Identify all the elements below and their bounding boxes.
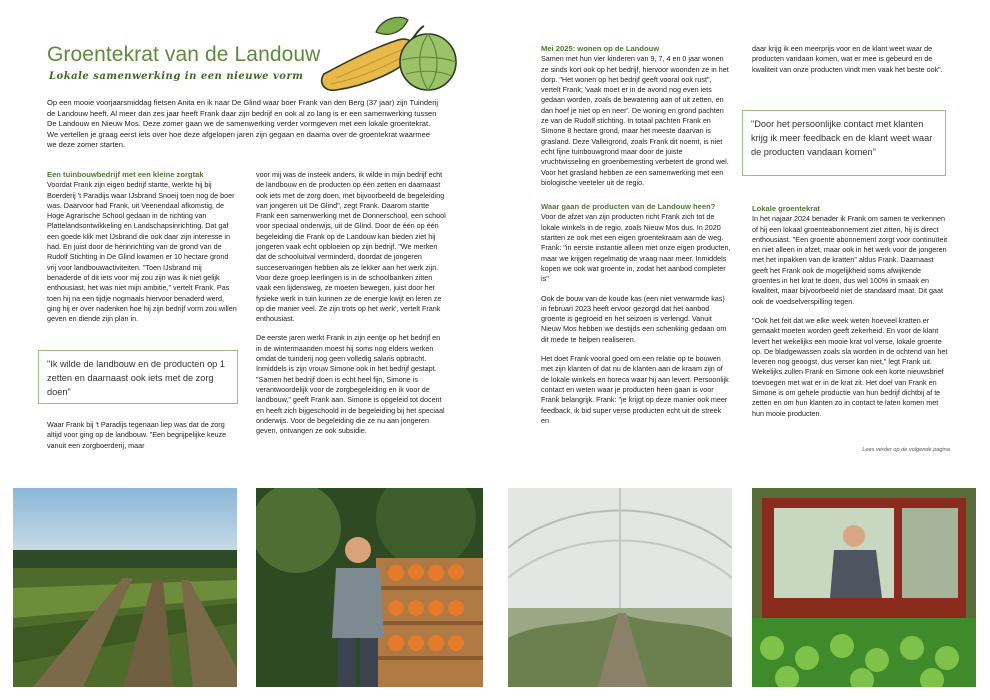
section-heading: Lokale groentekrat [752,204,820,213]
paragraph: In het najaar 2024 benader ik Frank om samen te verkennen of hij een lokaal groenteabonnement ziet zitten, hij is direct enthousiast. "Een groente abonnement zorgt voor continuïteit en niet alleen in afzet, maar ook in het werk voor de jongeren met het inpakken van de kratten" aldus Frank. Daarnaast geeft het Frank ook de mogelijkheid soms afwijkende groentes in het krat te doen, dus wel 100% in smaak en kwaliteit, maar bijvoorbeeld niet de standaard maat. Dit gaat ook de voedselverspilling tegen. [752,214,948,306]
column-1 [47,170,237,333]
paragraph: voor mij was de insteek anders, ik wilde in mijn bedrijf echt de landbouw en de producten op één zetten en daarnaast ook iets met de zorg doen, met bijvoorbeeld de begeleiding van jongeren uit De Glind", zegt Frank. Daarom startte Frank een samenwerking met de Donnerschool, een school voor speciaal onderwijs, uit de Glind. Door de één op één begeleiding die Frank op de Landouw kan bieden ziet hij jongeren vaak echt opbloeien op zijn bedrijf. "We merken dat de schooluitval verminderd, doordat de jongeren succeservaringen hebben als ze lekker aan het werk zijn. Voor deze groep leerlingen is in de schoolbanken zitten vaak een lijdensweg, ze moeten bewegen, juist door het fysieke werk in tuin kunnen ze de energie kwijt en leren ze op die manier veel. Ze zijn trots op het werk', vertelt Frank enthousiast. [256,170,446,324]
greenhouse-photo [508,488,732,687]
paragraph: "Ook het feit dat we elke week weten hoeveel kratten er gemaakt moeten worden geeft zekerheid. En voor de klant levert het wekelijks een mooie krat vol verse, lokale groente op. De bladgewassen zoals sla worden in de ochtend van het leveren nog geoogst, dus verser kan niet," legt Frank uit. Wekelijks zullen Frank en Simone ook een korte nieuwsbrief toevoegen met wat er in de krat zit. Het doel van Frank en Simone is om gehele productie van hun bedrijf dichtbij af te zetten en om hun klanten zo in contact te laten komen met hun mooie producten. [752,315,948,418]
paragraph: Ook de bouw van de koude kas (een niet verwarmde kas) in februari 2023 heeft ervoor gezorgd dat het aanbod groente is gegroeid en het seizoen is verlengd. Vanuit Nieuw Mos hebben we destijds een schenking gedaan om dit mede te helpen realiseren. [541,293,727,344]
intro-paragraph: Op een mooie voorjaarsmiddag fietsen Anita en ik naar De Glind waar boer Frank van den Berg (37 jaar) zijn Tuinderij de Landouw heeft. Al meer dan zes jaar heeft Frank daar zijn bedrijf en ook al zo lang is er een samenwerking tussen De Landouw en Nieuw Mos. Deze zomer gaan we de samenwerking verder vormgeven met een lokale groentekrat. We vertellen je graag eerst iets over hoe deze afgelopen jaren zijn gegaan en daarna over de groentekrat waarmee we deze zomer starten. [47,98,439,150]
vegetable-illustration [316,12,466,102]
paragraph: Samen met hun vier kinderen van 9, 7, 4 en 0 jaar wonen ze sinds kort ook op het bedrijf, hiervoor woonden ze in het dorp. "Het wonen op het bedrijf geeft vooral ook rust", vertelt Frank; 'vaak moet er in de avond nog even iets gedaan worden, zoals de bewatering aan of uit zetten, en dan hoef je niet op en neer'. De woning en grond pachten ze van de Rudolf stichting. In totaal pachten Frank en Simone 8 hectare grond, maar het meeste daarvan is grasland. Deze Valleigrond, zoals Frank dit noemt, is niet echt fijne tuinbouwgrond maar door de juiste vruchtwisseling en groenbemesting verbetert de grond wel. Voor het grasland hebben ze een samenwerking met een biologische veeteler uit de regio. [541,54,729,187]
paragraph: De eerste jaren werkt Frank in zijn eentje op het bedrijf en in de wintermaanden moest hij soms nog elders werken omdat de tuinderij nog geen volledig salaris opbracht. Inmiddels is zijn vrouw Simone ook in het bedrijf gestapt. "Samen het bedrijf doen is echt heel fijn, Simone is verantwoordelijk voor de zorgbegeleiding en ik voor de landbouw," geeft Frank aan. Simone is opgeleid tot docent en heeft zich bijgeschoold in de begeleiding bij het speciaal onderwijs. Voor de begeleiding die ze nu aan jongeren geven, ontvangen ze ook subsidie. [256,333,445,436]
page-subtitle: Lokale samenwerking in een nieuwe vorm [49,71,304,82]
section-heading: Een tuinbouwbedrijf met een kleine zorgtak [47,170,204,179]
section-heading: Mei 2025: wonen op de Landouw [541,44,660,53]
farmer-on-tractor-photo [752,488,976,687]
farmer-with-pumpkin-crates-photo [256,488,483,687]
paragraph: Waar Frank bij 't Paradijs tegenaan liep was dat de zorg altijd voor ging op de landbouw. "Een begrijpelijke keuze vanuit een zorgboerderij, maar [47,420,227,450]
column-1-bottom [47,420,237,460]
paragraph: Voor de afzet van zijn producten richt Frank zich tot de lokale winkels in de regio, zoals Nieuw Mos dus. In 2020 startten ze ook met een eigen groentekraam aan de weg. Frank: "in eerste instantie alleen met onze eigen producten, maar we krijgen regelmatig de vraag naar meer. Inmiddels kopen we ook wat groente in, zodat het aanbod completer is" [541,212,731,284]
column-4-bottom [752,204,948,428]
continued-note: Lees verder op de volgende pagina [862,447,950,453]
page-title: Groentekrat van de Landouw [47,43,321,66]
column-4 [752,44,948,84]
paragraph: Voordat Frank zijn eigen bedrijf startte, werkte hij bij Boerderij 't Paradijs waar IJsbrand Snoeij toen nog de boer was. Daarvoor had Frank, uit Veenendaal afkomstig, de Hoge Agrarische School gedaan in de richting van Plattelandsontwikkeling en Landschapsinrichting. Dat gaf een goede klik met IJsbrand die ook daar zijn interesse in had. En juist door de herinrichting van de grond van de Rudolf Stichting in De Glind kwamen er 10 hectare grond vrij voor landbouwactiviteiten. "Toen IJsbrand mij benaderde of dit iets voor mij zou zijn was ik niet gelijk enthousiast, het was niet mijn ambitie," vertelt Frank. Pas toen hij na een tijdje nogmaals hiervoor benaderd werd, ging hij er over nadenken hoe hij zijn bedrijf vorm zou willen geven en diende zijn plan in. [47,180,237,324]
column-3 [541,44,731,435]
pull-quote: "Ik wilde de landbouw en de producten op 1 zetten en daarnaast ook iets met de zorg doen" [38,350,238,404]
pull-quote: "Door het persoonlijke contact met klanten krijg ik meer feedback en de klant weet waar de producten vandaan komen" [742,110,946,176]
paragraph: Het doet Frank vooral goed om een relatie op te bouwen met zijn klanten of dat nu de klanten aan de kraam zijn of de lokale winkels en horeca waar hij aan levert. Persoonlijk contact en weten waar je producten heen gaan is voor Frank belangrijk. Frank: "je krijgt op deze manier ook meer feedback, ik bid super verse producten echt uit de streek en [541,354,729,425]
field-rows-photo [13,488,237,687]
column-2 [256,170,446,445]
section-heading: Waar gaan de producten van de Landouw heen? [541,202,716,212]
paragraph: daar krijg ik een meerprijs voor en de klant weet waar de producten vandaan komen, wat er mee is gebeurd en de kwaliteit van onze producten vindt men vaak het beste ook". [752,44,943,74]
